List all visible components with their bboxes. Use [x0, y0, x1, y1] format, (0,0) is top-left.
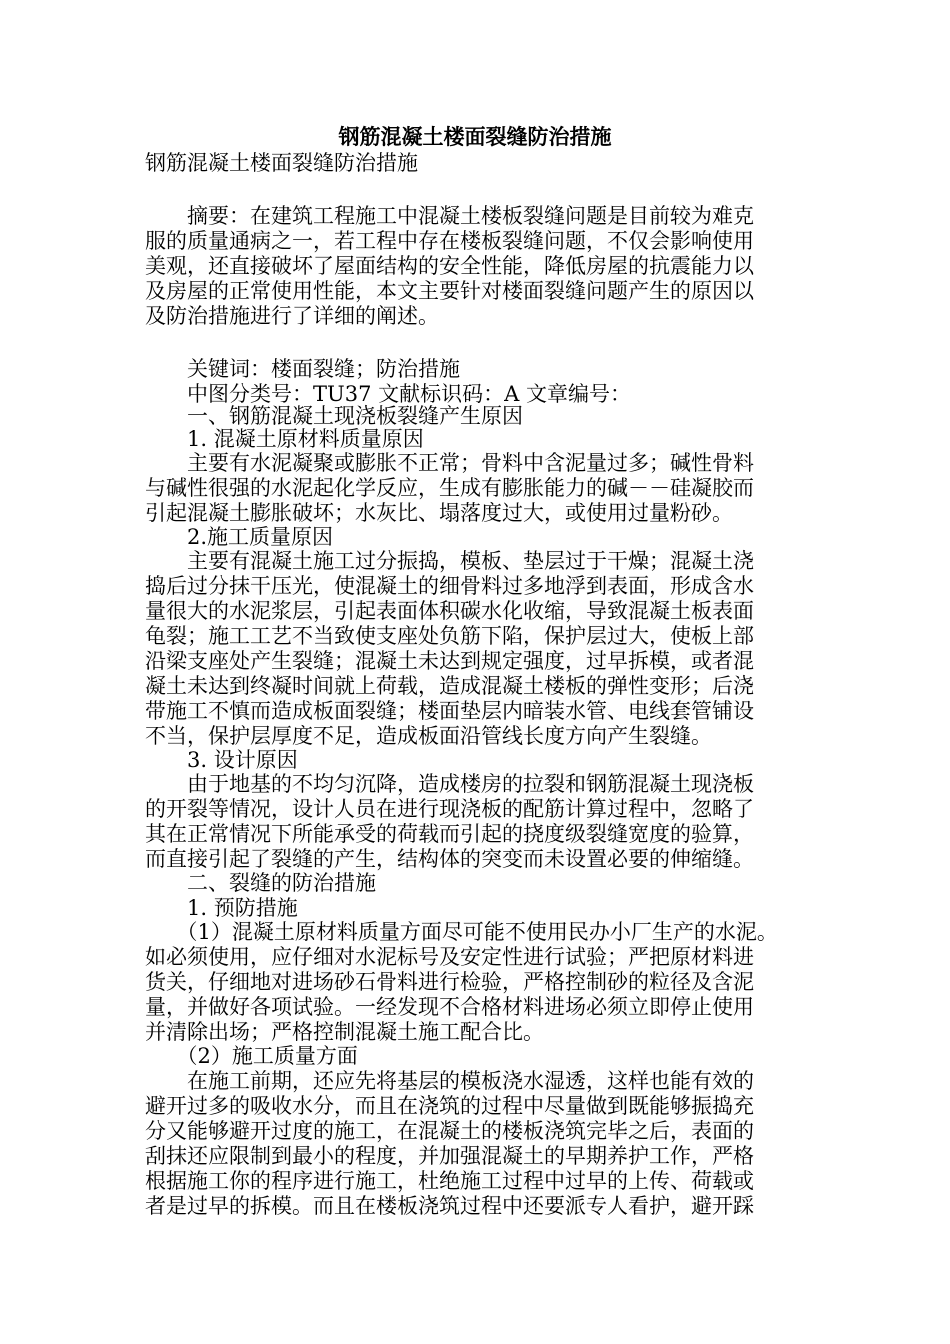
body-line: 货关，仔细地对进场砂石骨料进行检验，严格控制砂的粒径及含泥	[145, 970, 754, 994]
body-line: 其在正常情况下所能承受的荷载而引起的挠度级裂缝宽度的验算，	[145, 822, 754, 846]
body-line: 量，并做好各项试验。一经发现不合格材料进场必须立即停止使用	[145, 995, 754, 1019]
section-heading: 二、裂缝的防治措施	[145, 871, 376, 895]
body-line: 量很大的水泥浆层，引起表面体积碳水化收缩，导致混凝土板表面	[145, 599, 754, 623]
body-line: 根据施工你的程序进行施工，杜绝施工过程中过早的上传、荷载或	[145, 1169, 754, 1193]
keywords-line: 关键词：楼面裂缝；防治措施	[145, 357, 460, 381]
body-line: 的开裂等情况，设计人员在进行现浇板的配筋计算过程中，忽略了	[145, 797, 754, 821]
abstract-line: 摘要：在建筑工程施工中混凝土楼板裂缝问题是目前较为难克	[145, 204, 754, 228]
body-line: 带施工不慎而造成板面裂缝；楼面垫层内暗装水管、电线套管铺设	[145, 699, 754, 723]
body-line: 分又能够避开过度的施工，在混凝土的楼板浇筑完毕之后，表面的	[145, 1119, 754, 1143]
body-line: 由于地基的不均匀沉降，造成楼房的拉裂和钢筋混凝土现浇板	[145, 772, 754, 796]
body-line: 不当，保护层厚度不足，造成板面沿管线长度方向产生裂缝。	[145, 724, 712, 748]
classification-line: 中图分类号：TU37 文献标识码：A 文章编号：	[145, 382, 631, 406]
abstract-line: 及房屋的正常使用性能，本文主要针对楼面裂缝问题产生的原因以	[145, 279, 754, 303]
body-line: 主要有混凝土施工过分振捣，模板、垫层过于干燥；混凝土浇	[145, 549, 754, 573]
body-line: 刮抹还应限制到最小的程度，并加强混凝土的早期养护工作，严格	[145, 1144, 754, 1168]
body-line: （1）混凝土原材料质量方面尽可能不使用民办小厂生产的水泥。	[145, 920, 778, 944]
abstract-line: 美观，还直接破坏了屋面结构的安全性能，降低房屋的抗震能力以	[145, 254, 754, 278]
body-line: 与碱性很强的水泥起化学反应，生成有膨胀能力的碱－－硅凝胶而	[145, 476, 754, 500]
body-line: 沿梁支座处产生裂缝；混凝土未达到规定强度，过早拆模，或者混	[145, 649, 754, 673]
subsection-heading: 1. 混凝土原材料质量原因	[145, 427, 424, 451]
body-line: 而直接引起了裂缝的产生，结构体的突变而未设置必要的伸缩缝。	[145, 847, 754, 871]
subsection-heading: 1. 预防措施	[145, 896, 298, 920]
subsection-heading: 3. 设计原因	[145, 748, 298, 772]
subsection-heading: （2）施工质量方面	[145, 1044, 358, 1068]
abstract-line: 及防治措施进行了详细的阐述。	[145, 304, 439, 328]
body-line: 龟裂；施工工艺不当致使支座处负筋下陷，保护层过大，使板上部	[145, 624, 754, 648]
body-line: 凝土未达到终凝时间就上荷载，造成混凝土楼板的弹性变形；后浇	[145, 674, 754, 698]
subsection-heading: 2.施工质量原因	[145, 525, 334, 549]
body-line: 如必须使用，应仔细对水泥标号及安定性进行试验；严把原材料进	[145, 945, 754, 969]
body-line: 者是过早的拆模。而且在楼板浇筑过程中还要派专人看护，避开踩	[145, 1194, 754, 1218]
body-line: 避开过多的吸收水分，而且在浇筑的过程中尽量做到既能够振捣充	[145, 1094, 754, 1118]
document-subtitle: 钢筋混凝土楼面裂缝防治措施	[145, 151, 418, 175]
document-title: 钢筋混凝土楼面裂缝防治措施	[338, 124, 612, 149]
body-line: 捣后过分抹干压光，使混凝土的细骨料过多地浮到表面，形成含水	[145, 574, 754, 598]
body-line: 在施工前期，还应先将基层的模板浇水湿透，这样也能有效的	[145, 1069, 754, 1093]
body-line: 主要有水泥凝聚或膨胀不正常；骨料中含泥量过多；碱性骨料	[145, 451, 754, 475]
abstract-line: 服的质量通病之一，若工程中存在楼板裂缝问题，不仅会影响使用	[145, 229, 754, 253]
body-line: 并清除出场；严格控制混凝土施工配合比。	[145, 1020, 544, 1044]
section-heading: 一、钢筋混凝土现浇板裂缝产生原因	[145, 404, 523, 428]
body-line: 引起混凝土膨胀破坏；水灰比、塌落度过大，或使用过量粉砂。	[145, 501, 733, 525]
